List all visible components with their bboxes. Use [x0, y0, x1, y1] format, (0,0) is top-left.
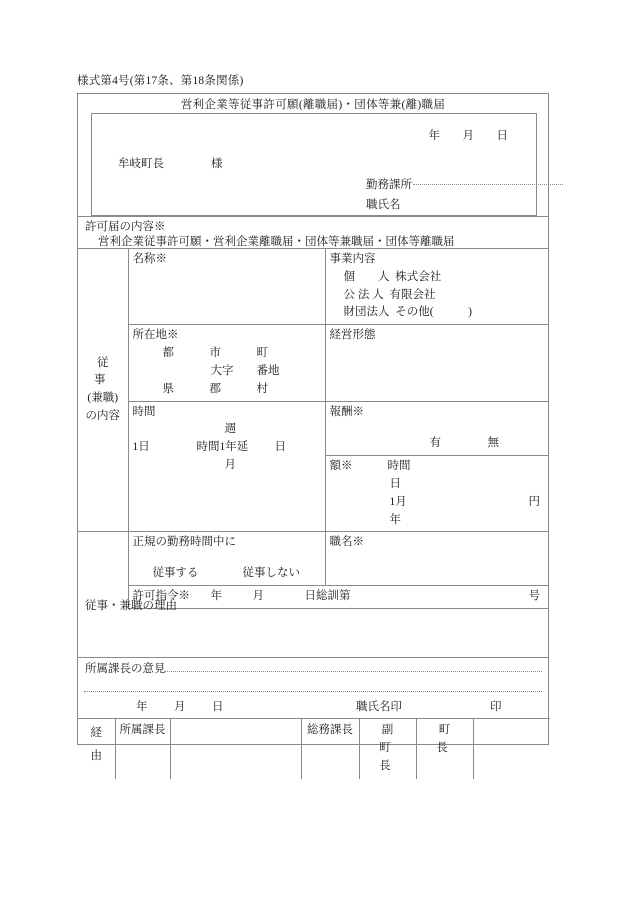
reward-no[interactable]: 無 — [487, 437, 499, 450]
time-day-unit: 日 — [274, 441, 286, 454]
cell-amount[interactable] — [325, 456, 548, 532]
position-name-label: 職名※ — [329, 536, 364, 549]
cell-management-form[interactable] — [325, 325, 548, 401]
business-option-1-right: 株式会社 — [395, 270, 442, 283]
permit-type-band — [78, 216, 548, 249]
routing-section-chief-label: 所属課長 — [119, 724, 166, 736]
routing-deputy-mayor-label: 副 町 長 — [379, 724, 415, 772]
reason-block[interactable] — [78, 595, 548, 658]
opinion-day: 日 — [212, 701, 224, 713]
opinion-dotted-line-1 — [164, 671, 542, 672]
amount-currency: 円 — [528, 495, 540, 508]
addressee-box — [91, 113, 537, 216]
opinion-dotted-line-2 — [84, 691, 542, 692]
office-label: 勤務課所 — [366, 179, 412, 191]
address-label: 所在地※ — [132, 329, 179, 342]
date-year-label: 年 — [428, 130, 440, 142]
amount-unit-day: 日 — [389, 477, 401, 490]
cell-position-name[interactable] — [325, 532, 548, 586]
regular-hours-label: 正規の勤務時間中に — [132, 536, 236, 549]
submission-date-line — [429, 127, 509, 143]
routing-general-affairs-label: 総務課長 — [307, 724, 353, 736]
routing-cell-section-chief[interactable] — [115, 719, 170, 780]
routing-mayor-label: 町 長 — [436, 724, 505, 754]
routing-block — [78, 718, 548, 779]
business-option-row-3 — [330, 304, 545, 322]
content-row-label — [78, 249, 132, 532]
business-type-label: 事業内容 — [329, 253, 376, 265]
form-outer-frame — [77, 93, 549, 772]
regular-hours-yes[interactable]: 従事する — [152, 567, 199, 580]
table-row-time — [78, 401, 548, 456]
routing-cell-deputy-mayor[interactable] — [359, 719, 416, 780]
routing-label-line2: 由 — [90, 750, 102, 762]
time-day-label: 1日 — [132, 441, 150, 454]
reward-yes[interactable]: 有 — [429, 437, 441, 450]
honorific-label: 様 — [211, 158, 223, 170]
opinion-year: 年 — [136, 701, 148, 713]
reason-label: 従事・兼職の理由 — [85, 600, 177, 612]
time-week-unit: 週 — [224, 423, 236, 436]
business-option-row-2 — [330, 287, 545, 305]
addressee-line — [118, 155, 223, 171]
cell-regular-hours[interactable] — [128, 532, 325, 586]
reward-options — [330, 435, 545, 453]
table-row-address — [78, 325, 548, 401]
permit-order-doc-no: 日総訓第 — [304, 590, 351, 602]
permit-order-number: 号 — [528, 590, 540, 602]
routing-table — [78, 718, 550, 779]
business-option-2-right: 有限会社 — [389, 288, 436, 301]
time-daily-row — [133, 439, 321, 457]
content-table — [78, 249, 548, 609]
office-field — [366, 176, 563, 192]
cell-company-name[interactable] — [128, 249, 325, 325]
business-option-2-left: 公 法 人 — [343, 288, 384, 301]
business-option-row-1 — [330, 269, 545, 287]
amount-row-hour — [330, 458, 545, 476]
routing-label-line1: 経 — [90, 727, 102, 739]
applicant-name-label: 職氏名 — [366, 199, 401, 211]
table-row-name — [78, 249, 548, 325]
permit-order-month: 月 — [252, 590, 264, 602]
business-option-3-left: 財団法人 — [343, 306, 390, 319]
form-number: 様式第4号(第17条、第18条関係) — [77, 75, 244, 87]
date-day-label: 日 — [496, 130, 508, 142]
address-line-1: 都 市 町 — [162, 347, 280, 360]
address-line-3: 県 郡 村 — [162, 382, 280, 395]
cell-address[interactable] — [128, 325, 325, 401]
company-name-label: 名称※ — [132, 253, 167, 265]
routing-label-cell — [78, 719, 115, 780]
mayor-label: 牟岐町長 — [118, 158, 164, 170]
date-month-label: 月 — [462, 130, 474, 142]
table-row — [78, 719, 550, 780]
permit-heading: 許可届の内容※ — [85, 221, 166, 233]
cell-work-time[interactable] — [128, 401, 325, 532]
amount-row-month — [330, 494, 545, 512]
amount-unit-year: 年 — [389, 513, 401, 526]
form-title-row — [78, 94, 548, 113]
content-label-line1: 従 事 — [94, 356, 132, 387]
reward-label: 報酬※ — [329, 405, 364, 418]
content-label-line3: の内容 — [85, 410, 120, 422]
time-label: 時間 — [132, 405, 156, 418]
permit-order-label: 許可指令※ — [132, 590, 190, 602]
cell-business-type[interactable] — [325, 249, 548, 325]
applicant-name-field — [366, 196, 401, 212]
routing-cell-general-affairs[interactable] — [301, 719, 359, 780]
cell-reward[interactable] — [325, 401, 548, 456]
table-row-regular-hours — [78, 532, 548, 586]
content-label-line2: (兼職) — [87, 392, 119, 405]
time-month-unit: 月 — [224, 458, 236, 471]
routing-cell-section-chief-stamp[interactable] — [170, 719, 301, 780]
regular-hours-no[interactable]: 従事しない — [242, 567, 300, 580]
business-option-3-right: その他( ) — [395, 306, 472, 319]
regular-hours-options — [133, 565, 321, 583]
time-hours-year-label: 時間1年延 — [196, 441, 249, 454]
management-form-label: 経営形態 — [329, 329, 376, 342]
opinion-label: 所属課長の意見 — [85, 663, 166, 675]
office-dotted-line — [413, 184, 563, 185]
amount-unit-month: 1月 — [389, 495, 407, 508]
permit-options: 営利企業従事許可願・営利企業離職届・団体等兼職届・団体等離職届 — [98, 236, 455, 248]
amount-unit-hour: 時間 — [387, 460, 411, 473]
opinion-month: 月 — [174, 701, 186, 713]
business-option-1-left: 個 人 — [343, 270, 390, 283]
content-grid — [78, 249, 548, 609]
opinion-block[interactable] — [78, 658, 548, 718]
amount-label: 額※ — [329, 460, 353, 473]
opinion-seal-label: 印 — [490, 701, 502, 713]
form-title: 営利企業等従事許可願(離職届)・団体等兼(離)職届 — [180, 98, 446, 111]
opinion-name-seal-label: 職氏名印 — [356, 701, 402, 713]
routing-cell-mayor[interactable] — [416, 719, 505, 780]
address-line-2: 大字 番地 — [210, 364, 280, 377]
permit-order-year: 年 — [210, 590, 222, 602]
